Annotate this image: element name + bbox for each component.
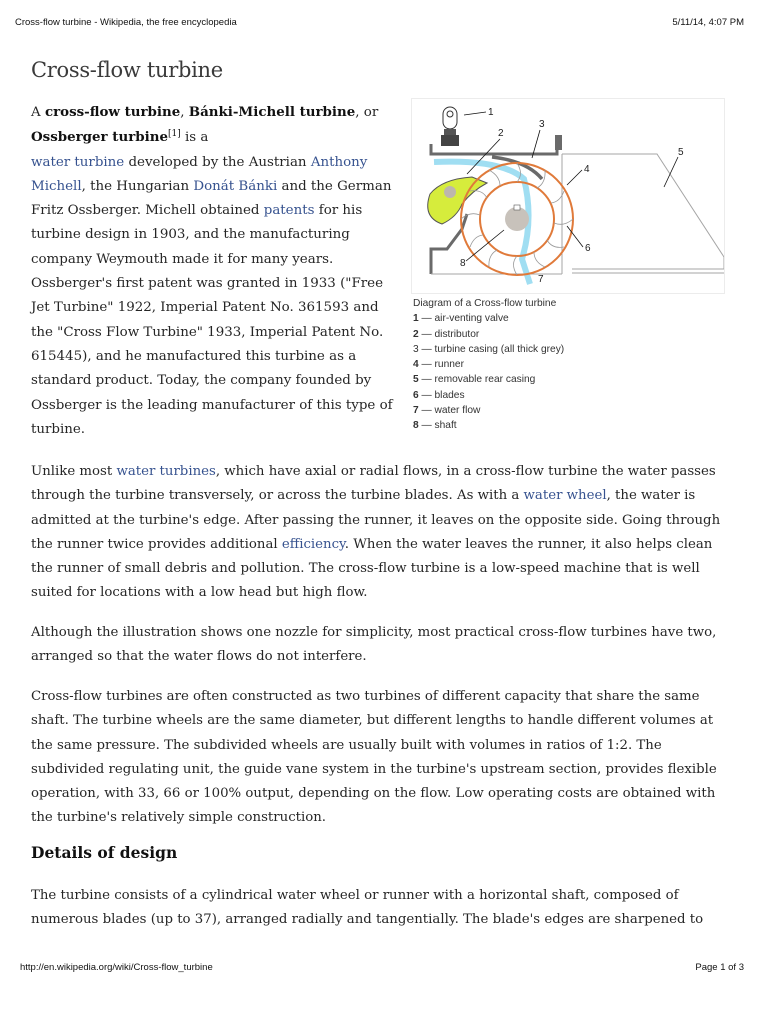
section-heading-details-of-design: Details of design xyxy=(31,843,178,862)
paragraph-flow: Unlike most water turbines, which have axial or radial flows, in a cross-flow turbine the water passes through the turbine transversely, or across the turbine blades. As with a water wheel, the water is admitted at the turbine's edge. After passing the runner, it leaves on the opposite side. Going through the runner twice provides additional efficiency. When the water leaves the runner, it also helps clean the runner of small debris and pollution. The cross-flow turbine is a low-speed machine that is well suited for locations with a low head but high flow. xyxy=(31,464,721,601)
bold-term: Ossberger turbine xyxy=(31,129,168,146)
text: , the Hungarian xyxy=(81,178,194,194)
legend-item: 3 — turbine casing (all thick grey) xyxy=(413,343,565,355)
svg-text:1: 1 xyxy=(488,107,494,118)
text: is a xyxy=(180,130,209,146)
text: , xyxy=(180,105,189,120)
text: developed by the Austrian xyxy=(124,154,311,170)
svg-text:8: 8 xyxy=(460,258,466,269)
text: and the German Fritz Ossberger. Michell obtained xyxy=(31,178,392,219)
svg-text:7: 7 xyxy=(538,274,544,285)
page-title: Cross-flow turbine xyxy=(31,58,223,82)
link-water-turbine[interactable]: water turbine xyxy=(31,154,125,170)
caption-title: Diagram of a Cross-flow turbine xyxy=(413,298,557,309)
link-anthony-michell[interactable]: Anthony Michell xyxy=(31,154,368,194)
legend-item: 7 — water flow xyxy=(413,405,481,417)
legend-item: 4 — runner xyxy=(413,359,464,371)
print-header-datetime: 5/11/14, 4:07 PM xyxy=(672,17,744,28)
print-footer xyxy=(20,962,744,976)
intro-paragraph xyxy=(31,100,396,442)
svg-text:5: 5 xyxy=(678,147,684,158)
cross-flow-turbine-diagram-icon xyxy=(412,99,724,293)
text: A xyxy=(31,105,45,120)
paragraph-construction: Cross-flow turbines are often constructed as two turbines of different capacity that share the same shaft. The turbine wheels are the same diameter, but different lengths to handle different volumes at the same pressure. The subdivided wheels are usually built with volumes in ratios of 1:2. The subdivided regulating unit, the guide vane system in the turbine's upstream section, provides flexible operation, with 33, 66 or 100% output, depending on the flow. Low operating costs are obtained with the turbine's relatively simple construction. xyxy=(31,689,717,826)
text: , or xyxy=(355,105,379,120)
paragraph-design: The turbine consists of a cylindrical water wheel or runner with a horizontal shaft, composed of numerous blades (up to 37), arranged radially and tangentially. The blade's edges are sharpened to xyxy=(31,888,704,928)
legend-item: 6 — blades xyxy=(413,389,465,401)
link-water-wheel[interactable]: water wheel xyxy=(523,488,607,504)
svg-text:6: 6 xyxy=(585,243,591,254)
figure-caption xyxy=(411,296,729,434)
legend-item: 1 — air-venting valve xyxy=(413,313,509,325)
turbine-diagram[interactable] xyxy=(411,98,725,294)
print-footer-url: http://en.wikipedia.org/wiki/Cross-flow_turbine xyxy=(20,962,213,973)
svg-text:4: 4 xyxy=(584,164,590,175)
link-patents[interactable]: patents xyxy=(263,203,315,219)
print-header-title: Cross-flow turbine - Wikipedia, the free encyclopedia xyxy=(15,17,237,28)
legend-item: 8 — shaft xyxy=(413,420,457,432)
bold-term: cross-flow turbine xyxy=(44,104,181,120)
svg-text:3: 3 xyxy=(539,119,545,130)
svg-text:2: 2 xyxy=(498,128,504,139)
text: for his turbine design in 1903, and the manufacturing company Weymouth made it for many years. Ossberger's first patent was granted in 1933 ("Free Jet Turbine" 1922, Imperial Patent No. 361593 and the "Cross Flow Turbine" 1933, Imperial Patent No. 615445), and he manufactured this turbine as a standard product. Today, the company founded by Ossberger is the leading manufacturer of this type of turbine. xyxy=(31,203,393,437)
bold-term: Bánki-Michell turbine xyxy=(188,104,356,120)
legend-item: 5 — removable rear casing xyxy=(413,374,536,386)
link-water-turbines[interactable]: water turbines xyxy=(116,464,216,479)
link-efficiency[interactable]: efficiency xyxy=(281,536,345,552)
reference-link-1[interactable]: [1] xyxy=(167,129,181,140)
turbine-figure xyxy=(411,98,729,434)
print-header xyxy=(15,17,744,31)
link-donat-banki[interactable]: Donát Bánki xyxy=(193,178,278,194)
legend-item: 2 — distributor xyxy=(413,328,480,340)
paragraph-nozzle: Although the illustration shows one nozzle for simplicity, most practical cross-flow turbines have two, arranged so that the water flows do not interfere. xyxy=(31,625,717,665)
print-footer-page: Page 1 of 3 xyxy=(695,962,744,973)
